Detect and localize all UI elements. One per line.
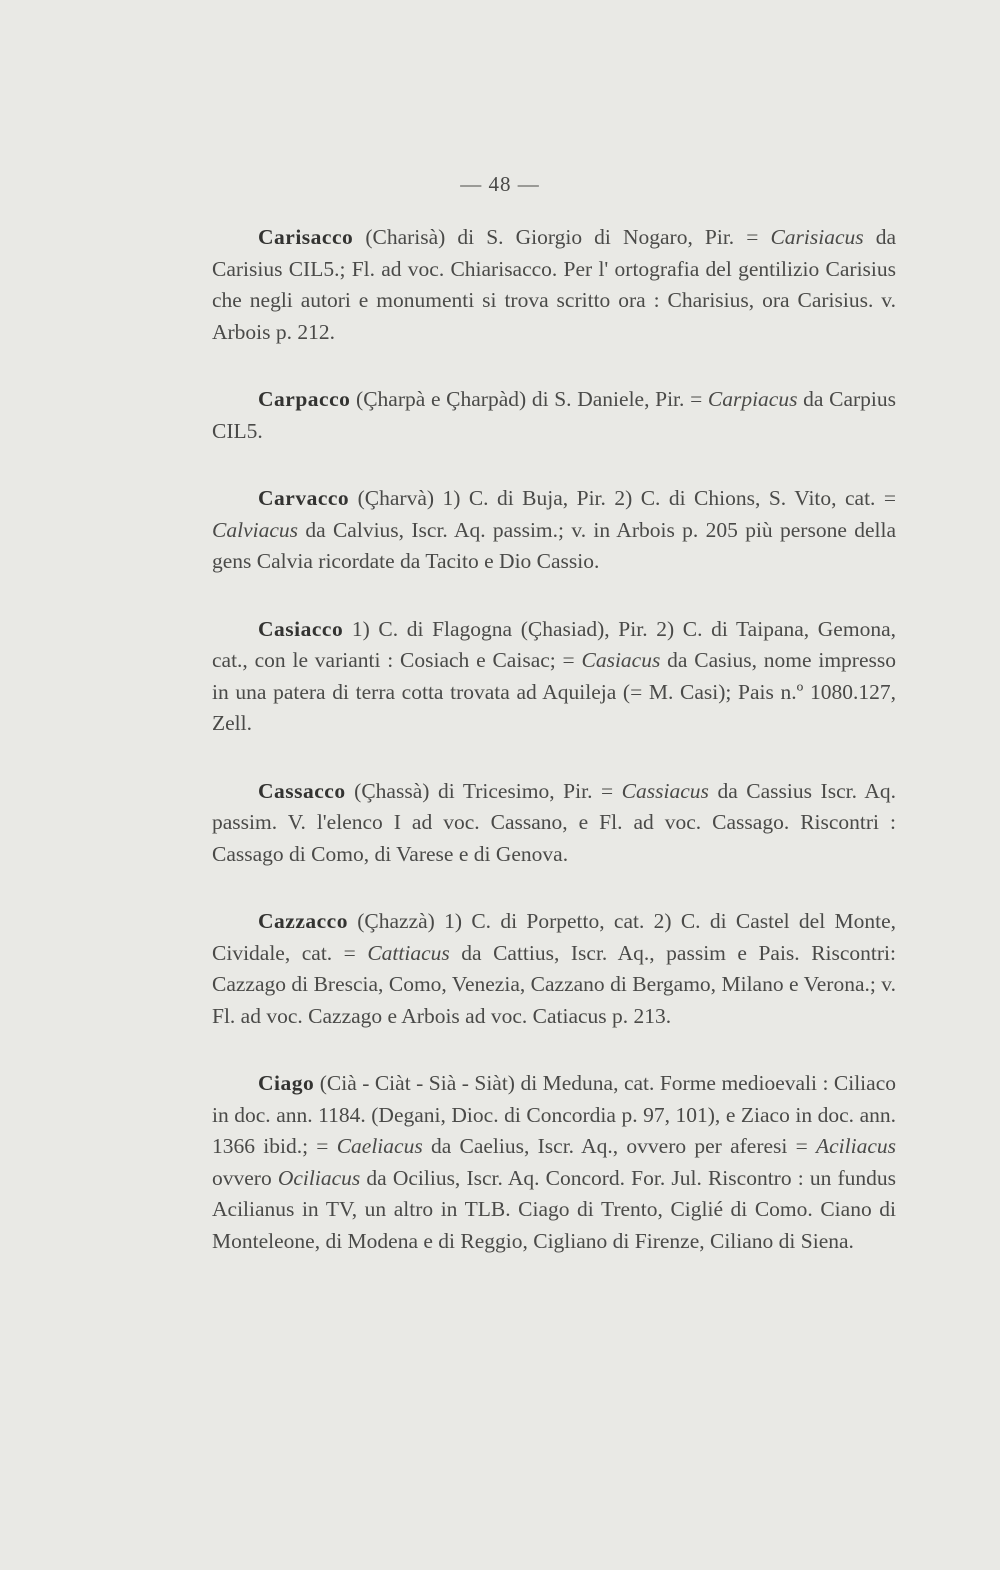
entry-headword: Carisacco (258, 225, 354, 249)
dictionary-entry (212, 483, 896, 578)
entry-text: (Cià - Ciàt - Sià - Siàt) di Meduna, cat. Forme medioevali : Ciliaco in doc. ann. 1184. (Degani, Dioc. di Concordia p. 97, 101), e Ziaco in doc. ann. 1366 ibid.; = (212, 1071, 896, 1158)
entry-text: da Calvius, Iscr. Aq. passim.; v. in Arbois p. 205 più persone della gens Calvia ricordate da Tacito e Dio Cassio. (212, 517, 896, 573)
dictionary-entry (212, 906, 896, 1032)
latin-etymon: Ociliacus (277, 1165, 361, 1190)
entry-text: da Cassius Iscr. Aq. passim. V. l'elenco I ad voc. Cassano, e Fl. ad voc. Cassago. Riscontri : Cassago di Como, di Varese e di Genova. (212, 778, 896, 866)
latin-etymon: Cattiacus (367, 940, 450, 965)
latin-etymon: Aciliacus (816, 1134, 897, 1158)
entry-headword: Cazzacco (258, 909, 348, 933)
dictionary-entry (212, 614, 896, 740)
entry-text: (Çharpà e Çharpàd) di S. Daniele, Pir. = (350, 387, 708, 411)
entry-headword: Ciago (258, 1071, 315, 1095)
dictionary-entries (212, 222, 896, 1293)
entry-text: (Çharvà) 1) C. di Buja, Pir. 2) C. di Chions, S. Vito, cat. = (349, 486, 896, 510)
dictionary-entry (212, 1068, 896, 1257)
entry-text: da Casius, nome impresso in una patera di terra cotta trovata ad Aquileja (= M. Casi); Pais n.º 1080.127, Zell. (212, 648, 896, 735)
entry-text: da Carisius CIL5.; Fl. ad voc. Chiarisacco. Per l' ortografia del gentilizio Carisius che negli autori e monumenti si trova scritto ora : Charisius, ora Carisius. v. Arbois p. 212. (212, 225, 897, 344)
entry-text: ovvero (212, 1165, 278, 1190)
entry-text: (Charisà) di S. Giorgio di Nogaro, Pir. = (353, 225, 771, 249)
latin-etymon: Calviacus (212, 517, 298, 542)
entry-headword: Carpacco (258, 387, 351, 411)
entry-text: da Caelius, Iscr. Aq., ovvero per aferesi = (422, 1134, 816, 1158)
latin-etymon: Carisiacus (770, 225, 864, 249)
dictionary-entry (212, 384, 896, 447)
entry-headword: Cassacco (258, 778, 346, 803)
entry-text: da Ocilius, Iscr. Aq. Concord. For. Jul. Riscontro : un fundus Acilianus in TV, un altro in TLB. Ciago di Trento, Ciglié di Como. Ciano di Monteleone, di Modena e di Reggio, Cigliano di Firenze, Ciliano di Siena. (212, 1165, 896, 1253)
latin-etymon: Cassiacus (621, 778, 709, 803)
entry-headword: Casiacco (258, 616, 344, 641)
latin-etymon: Casiacus (581, 648, 661, 672)
page-number: — 48 — (460, 172, 540, 196)
latin-etymon: Caeliacus (336, 1134, 423, 1158)
latin-etymon: Carpiacus (707, 387, 798, 411)
entry-text: 1) C. di Flagogna (Çhasiad), Pir. 2) C. di Taipana, Gemona, cat., con le varianti : Cosiach e Caisac; = (212, 616, 896, 672)
entry-text: (Çhassà) di Tricesimo, Pir. = (345, 778, 622, 803)
entry-text: da Carpius CIL5. (212, 387, 896, 443)
dictionary-entry (212, 776, 896, 871)
entry-text: (Çhazzà) 1) C. di Porpetto, cat. 2) C. di Castel del Monte, Cividale, cat. = (212, 909, 896, 965)
dictionary-entry (212, 222, 896, 348)
entry-text: da Cattius, Iscr. Aq., passim e Pais. Riscontri: Cazzago di Brescia, Como, Venezia, Cazzano di Bergamo, Milano e Verona.; v. Fl. ad voc. Cazzago e Arbois ad voc. Catiacus p. 213. (212, 940, 896, 1028)
entry-headword: Carvacco (258, 486, 350, 510)
